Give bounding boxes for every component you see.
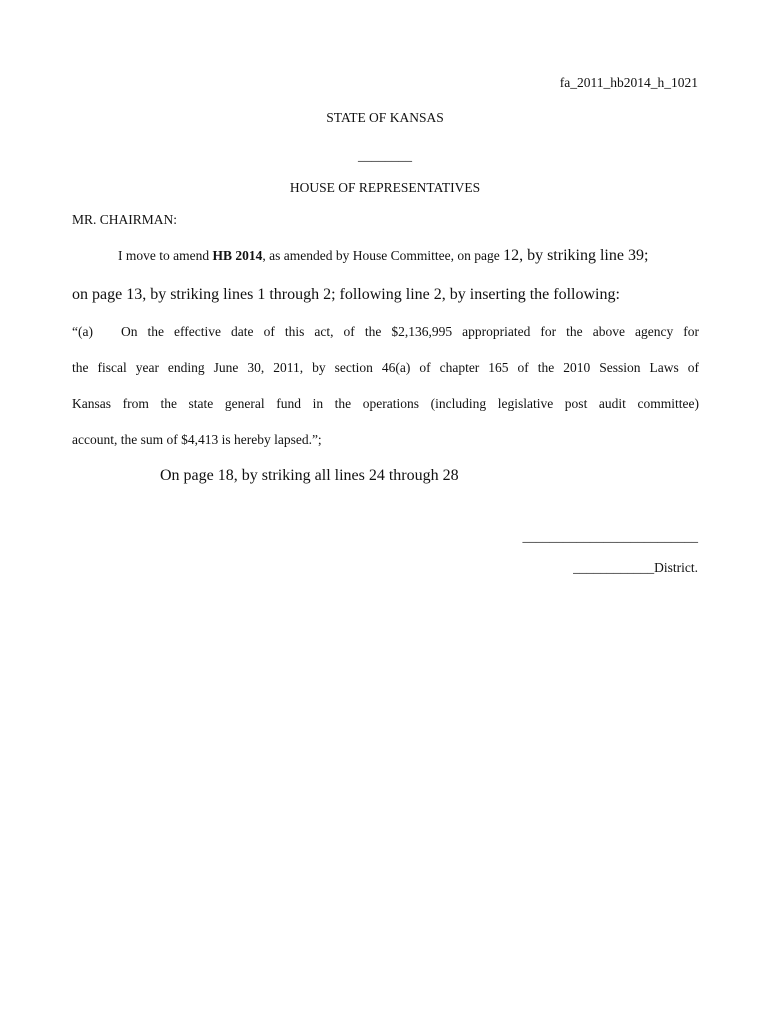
chamber-heading: HOUSE OF REPRESENTATIVES <box>289 180 481 195</box>
district-line: ____________District. <box>573 560 698 575</box>
page-18-amendment: On page 18, by striking all lines 24 through 28 <box>160 467 459 484</box>
salutation: MR. CHAIRMAN: <box>72 212 178 227</box>
insertion-line-2: the fiscal year ending June 30, 2011, by section 46(a) of chapter 165 of the 2010 Session Laws of <box>72 360 699 375</box>
motion-line-2: on page 13, by striking lines 1 through 2; following line 2, by inserting the following: <box>72 286 620 303</box>
insertion-line-3: Kansas from the state general fund in the operations (including legislative post audit committee) <box>72 396 699 411</box>
motion-prefix: I move to amend <box>118 248 213 263</box>
insertion-line-4: account, the sum of $4,413 is hereby lapsed.”; <box>72 432 322 447</box>
document-id: fa_2011_hb2014_h_1021 <box>559 75 698 90</box>
insertion-open: “(a) <box>72 324 93 339</box>
motion-line-1 <box>118 247 648 265</box>
insertion-text-1: On the effective date of this act, of the $2,136,995 appropriated for the above agency for <box>120 324 699 339</box>
insertion-line-1 <box>72 324 699 340</box>
bill-number: HB 2014 <box>212 248 263 263</box>
state-heading: STATE OF KANSAS <box>326 110 444 125</box>
signature-line: __________________________ <box>522 529 698 544</box>
motion-mid: , as amended by House Committee, on page <box>262 248 504 263</box>
motion-page: 12, by striking line 39; <box>503 247 649 264</box>
heading-divider: ________ <box>358 148 412 163</box>
